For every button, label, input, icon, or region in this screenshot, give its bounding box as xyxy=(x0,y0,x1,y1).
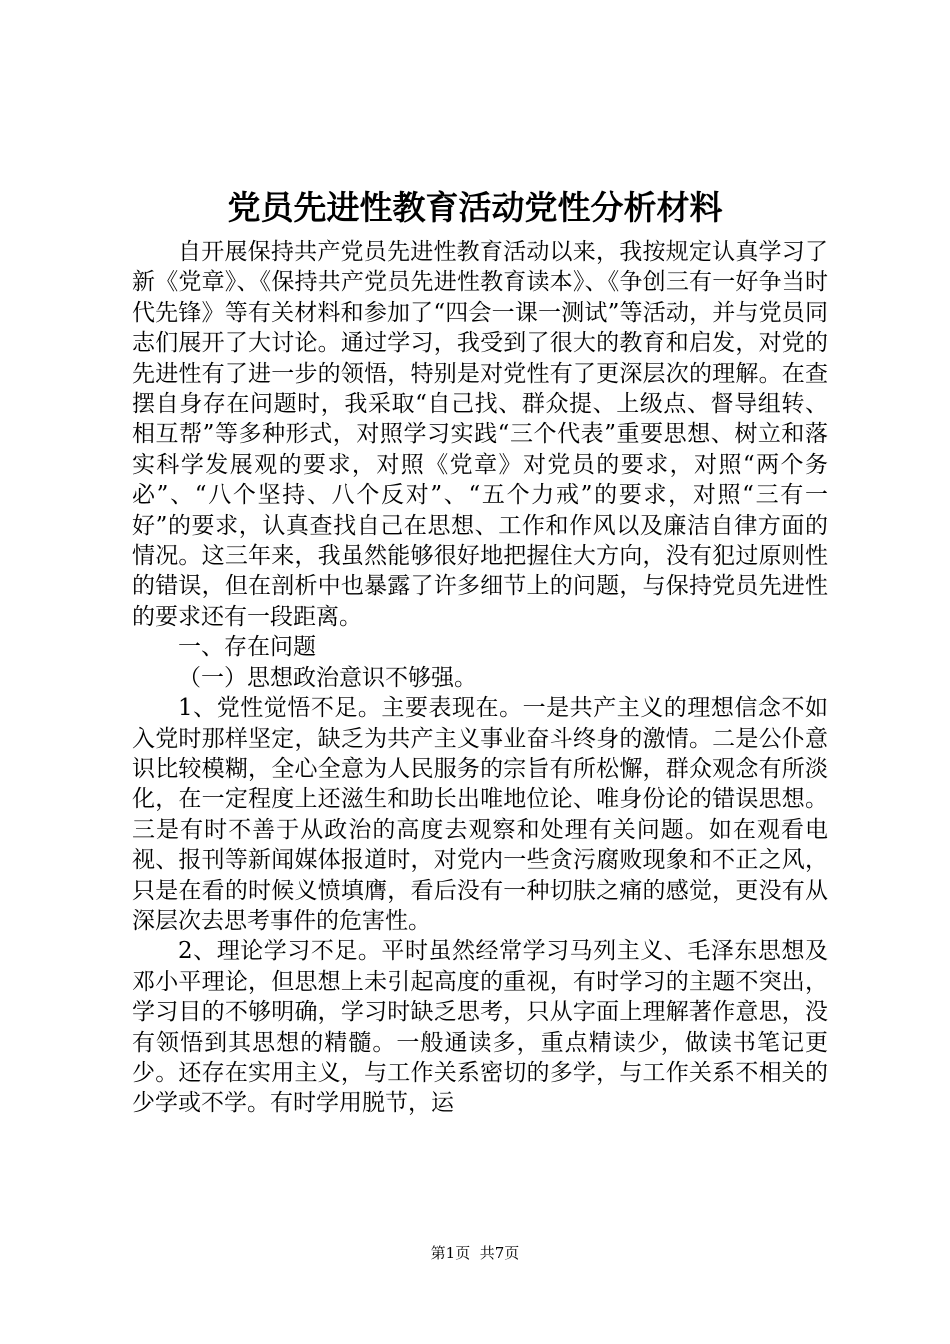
paragraph-theory-study: 2、理论学习不足。平时虽然经常学习马列主义、毛泽东思想及邓小平理论，但思想上未引起高度的重视，有时学习的主题不突出，学习目的不够明确，学习时缺乏思考，只从字面上理解著作意思，没有领悟到其思想的精髓。一般通读多，重点精读少，做读书笔记更少。还存在实用主义，与工作关系密切的多学，与工作关系不相关的少学或不学。有时学用脱节，运 xyxy=(132,938,828,1117)
document-title: 党员先进性教育活动党性分析材料 xyxy=(227,188,723,227)
heading-existing-problems: 一、存在问题 xyxy=(178,634,316,661)
page-number-current: 第1页 xyxy=(430,1244,471,1262)
paragraph-intro: 自开展保持共产党员先进性教育活动以来，我按规定认真学习了新《党章》、《保持共产党员先进性教育读本》、《争创三有一好争当时代先锋》等有关材料和参加了“四会一课一测试”等活动，并与党员同志们展开了大讨论。通过学习，我受到了很大的教育和启发，对党的先进性有了进一步的领悟，特别是对党性有了更深层次的理解。在查摆自身存在问题时，我采取“自己找、群众提、上级点、督导组转、相互帮”等多种形式，对照学习实践“三个代表”重要思想、树立和落实科学发展观的要求，对照《党章》对党员的要求，对照“两个务必”、“八个坚持、八个反对”、“五个力戒”的要求，对照“三有一好”的要求，认真查找自己在思想、工作和作风以及廉洁自律方面的情况。这三年来，我虽然能够很好地把握住大方向，没有犯过原则性的错误，但在剖析中也暴露了许多细节上的问题，与保持党员先进性的要求还有一段距离。 xyxy=(132,239,828,630)
page-footer xyxy=(0,1243,950,1263)
document-body xyxy=(132,237,828,1119)
subheading-political-awareness: （一）思想政治意识不够强。 xyxy=(178,664,477,691)
paragraph-party-awareness: 1、党性觉悟不足。主要表现在。一是共产主义的理想信念不如入党时那样坚定，缺乏为共产主义事业奋斗终身的激情。二是公仆意识比较模糊，全心全意为人民服务的宗旨有所松懈，群众观念有所淡化，在一定程度上还滋生和助长出唯地位论、唯身份论的错误思想。三是有时不善于从政治的高度去观察和处理有关问题。如在观看电视、报刊等新闻媒体报道时，对党内一些贪污腐败现象和不正之风，只是在看的时候义愤填膺，看后没有一种切肤之痛的感觉，更没有从深层次去思考事件的危害性。 xyxy=(132,695,828,934)
page-number-total: 共7页 xyxy=(479,1244,520,1262)
